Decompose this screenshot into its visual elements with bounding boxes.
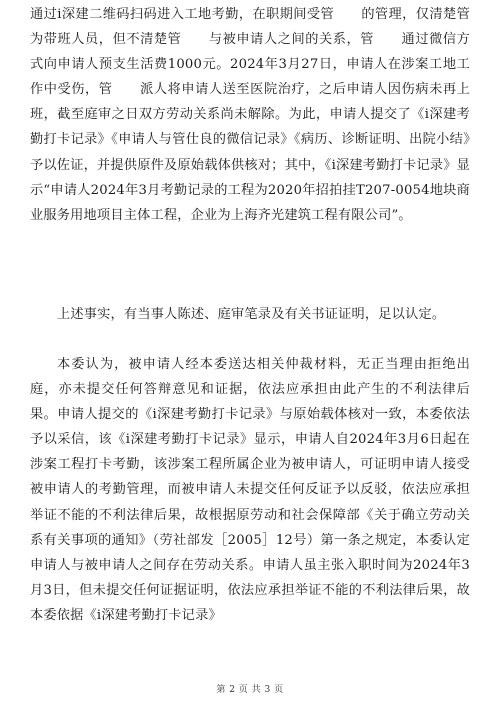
paragraph-facts-continued: 通过i深建二维码扫码进入工地考勤，在职期间受管 的管理，仅清楚管 为带班人员，但不清楚管 与被申请人之间的关系，管 通过微信方式向申请人预支生活费1000元。2024年3月27日，申请人在涉案工地工作中受伤，管 派人将申请人送至医院治疗，之后申请人因伤病未再上班，截至庭审之日双方劳动关系尚未解除。为此，申请人提交了《i深建考勤打卡记录》《申请人与管仕良的微信记录》《病历、诊断证明、出院小结》予以佐证，并提供原件及原始载体供核对；其中，《i深建考勤打卡记录》显示“申请人2024年3月考勤记录的工程为2020年招拍挂T207-0054地块商业服务用地项目主体工程，企业为上海齐光建筑工程有限公司”。 bbox=[30, 7, 497, 223]
paragraph-committee-opinion: 本委认为，被申请人经本委送达相关仲裁材料，无正当理由拒绝出庭，亦未提交任何答辩意见和证据，依法应承担由此产生的不利法律后果。申请人提交的《i深建考勤打卡记录》与原始载体核对一致，本委依法予以采信，该《i深建考勤打卡记录》显示，申请人自2024年3月6日起在涉案工程打卡考勤，该涉案工程所属企业为被申请人，可证明申请人接受被申请人的考勤管理，而被申请人未提交任何反证予以反驳，依法应承担举证不能的不利法律后果，故根据原劳动和社会保障部《关于确立劳动关系有关事项的通知》（劳社部发［2005］12号）第一条之规定，本委认定申请人与被申请人之间存在劳动关系。申请人虽主张入职时间为2024年3月3日，但未提交任何证据证明，依法应承担举证不能的不利法律后果，故本委依据《i深建考勤打卡记录》 bbox=[30, 357, 470, 623]
paragraph-facts-confirmed: 上述事实，有当事人陈述、庭审笔录及有关书证证明，足以认定。 bbox=[57, 307, 446, 322]
page-number-footer: 第 2 页 共 3 页 bbox=[216, 685, 284, 695]
